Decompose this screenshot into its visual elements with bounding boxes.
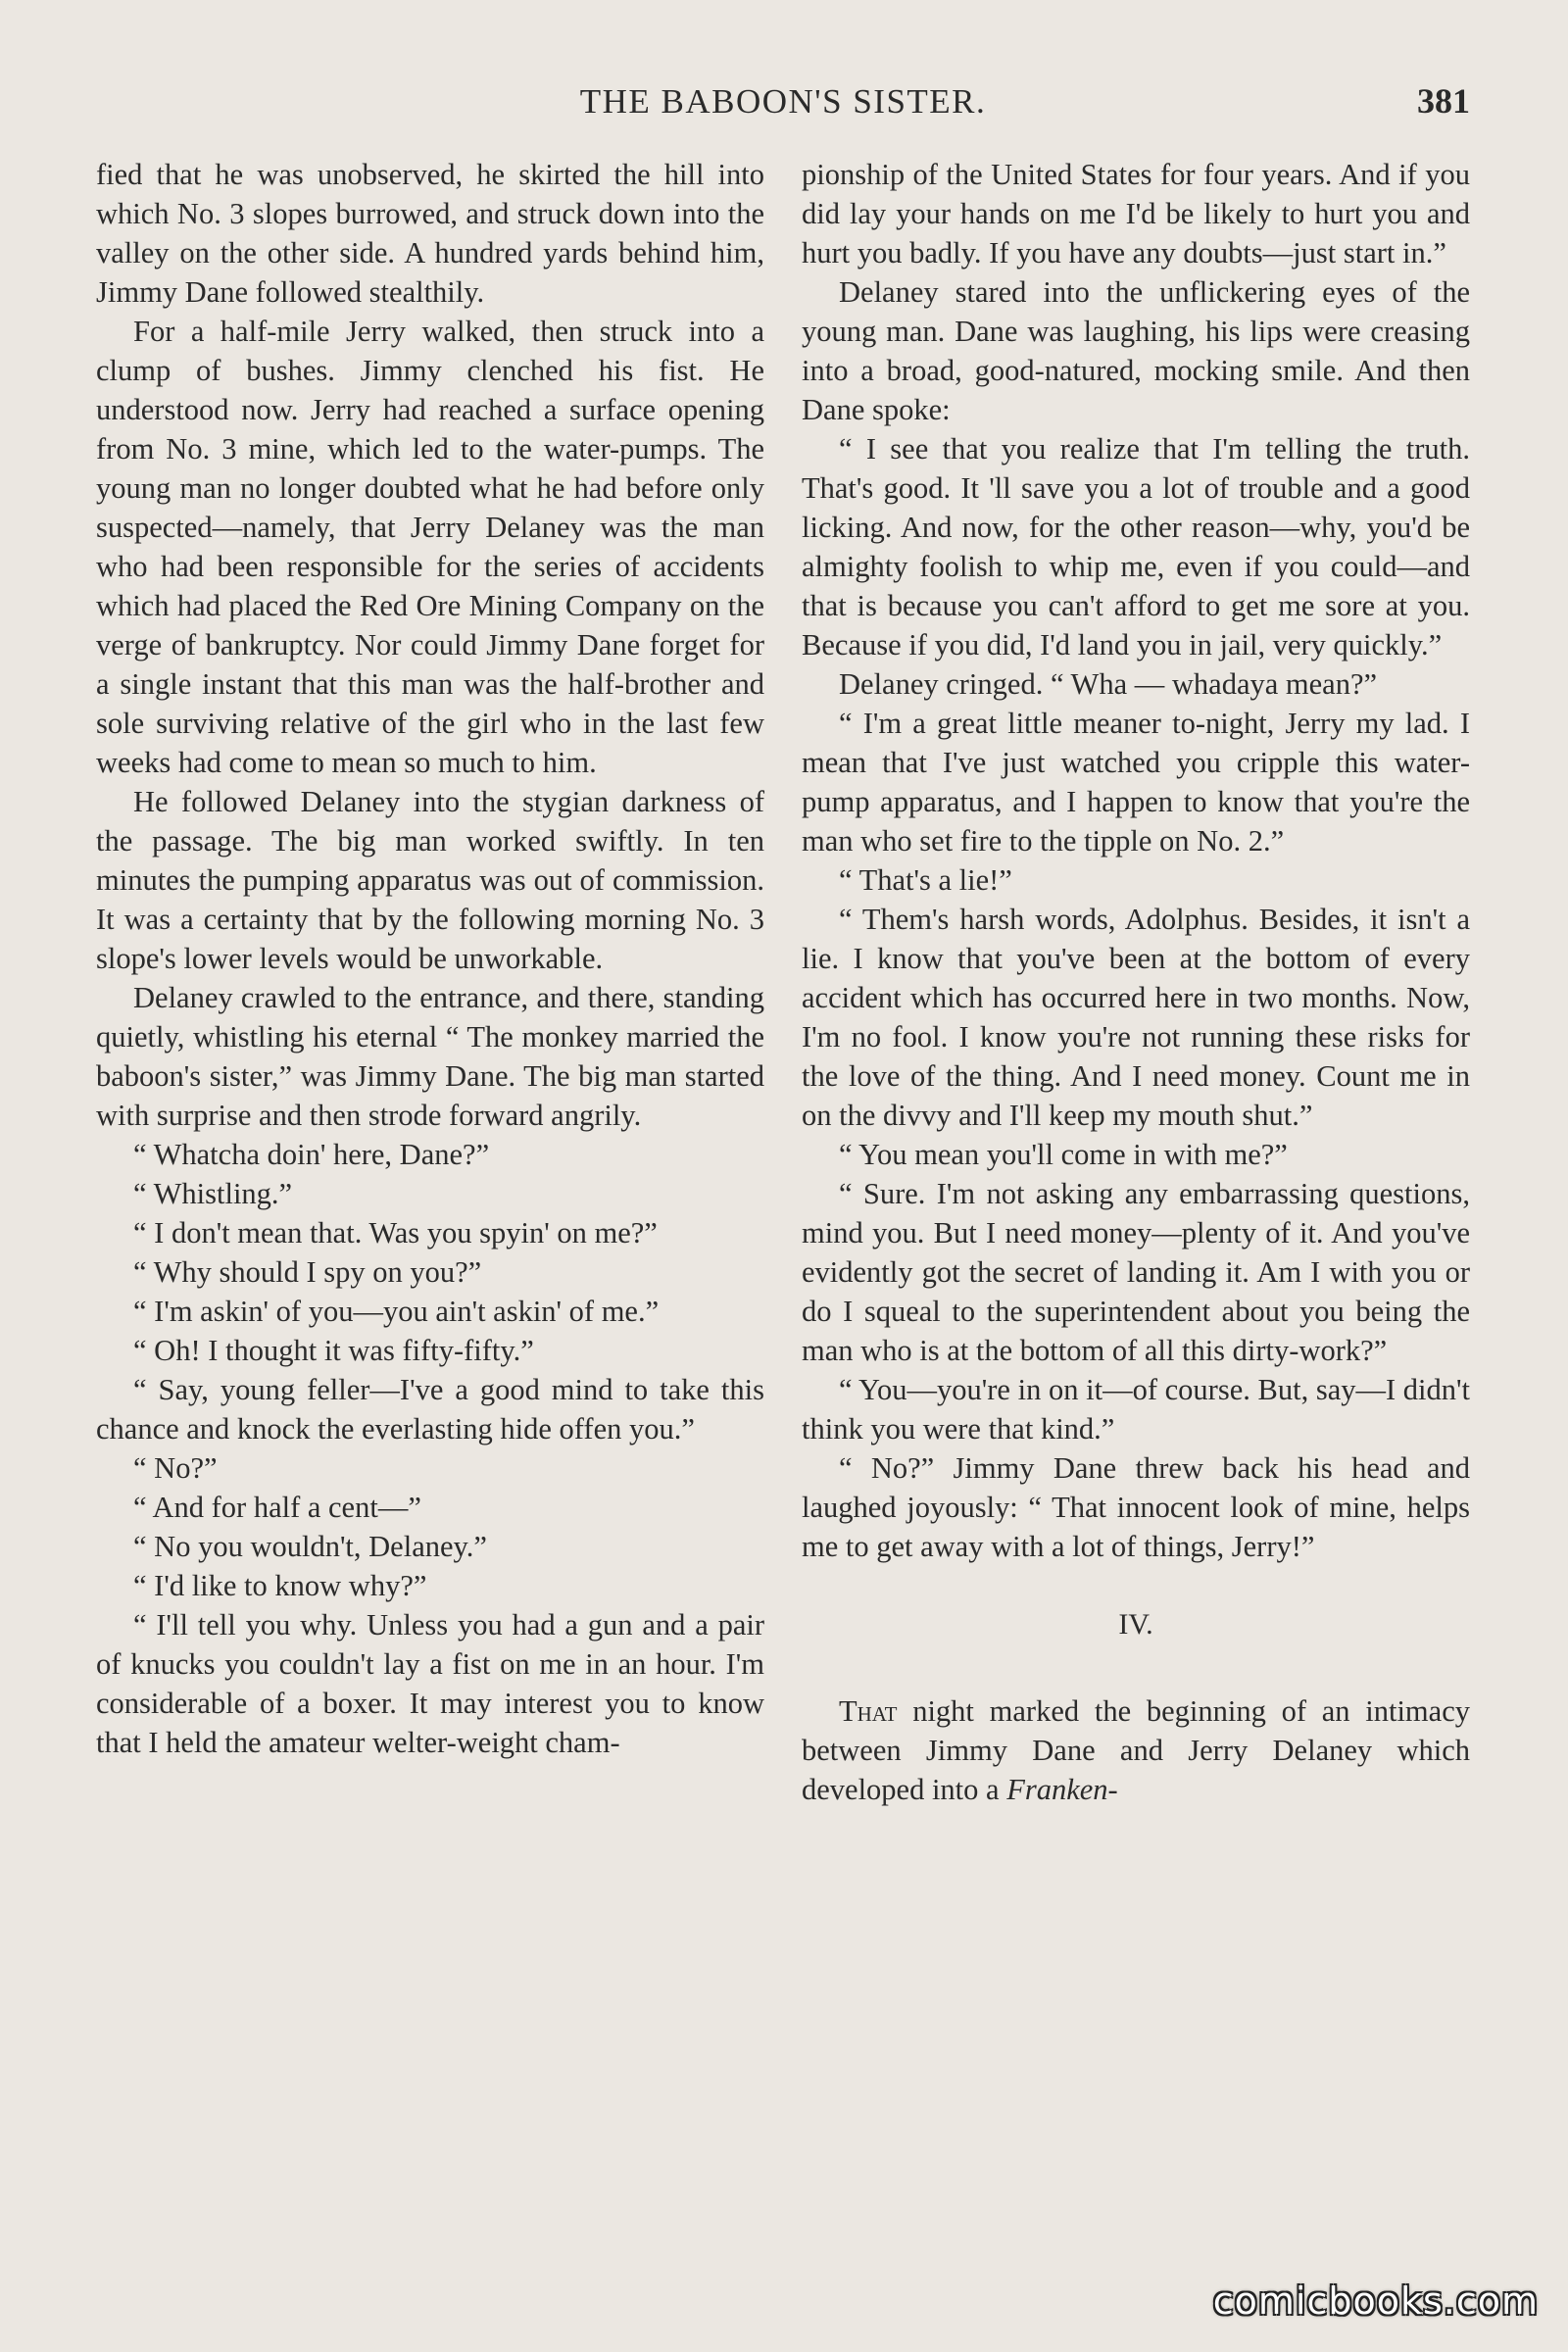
paragraph: For a half-mile Jerry walked, then struck into a clump of bushes. Jimmy clenched his fist. He understood now. Jerry had reached a surface opening from No. 3 mine, which led to the water-pumps. The young man no longer doubted what he had before only suspected—namely, that Jerry Delaney was the man who had been responsible for the series of accidents which had placed the Red Ore Mining Company on the verge of bankruptcy. Nor could Jimmy Dane forget for a single instant that this man was the half-brother and sole surviving relative of the girl who in the last few weeks had come to mean so much to him.: [96, 315, 764, 779]
left-column: [96, 155, 764, 1762]
paragraph: Delaney crawled to the entrance, and there, standing quietly, whistling his eternal “ The monkey married the baboon's sister,” was Jimmy Dane. The big man started with surprise and then strode forward angrily.: [96, 981, 764, 1132]
dialogue-line: “ That's a lie!”: [839, 863, 1012, 897]
dialogue-line: “ Whatcha doin' here, Dane?”: [133, 1138, 490, 1171]
dialogue-line: “ Why should I spy on you?”: [133, 1255, 482, 1289]
dialogue-line: “ I don't mean that. Was you spyin' on me?”: [133, 1216, 658, 1250]
right-column: [802, 155, 1470, 1809]
dialogue-line: “ Say, young feller—I've a good mind to take this chance and knock the everlasting hide offen you.”: [96, 1373, 764, 1446]
paragraph: fied that he was unobserved, he skirted the hill into which No. 3 slopes burrowed, and struck down into the valley on the other side. A hundred yards behind him, Jimmy Dane followed stealthily.: [96, 158, 764, 309]
running-title: THE BABOON'S SISTER.: [579, 82, 987, 121]
dialogue-line: “ I'm a great little meaner to-night, Jerry my lad. I mean that I've just watched you cripple this water-pump apparatus, and I happen to know that you're the man who set fire to the tipple on No. 2.”: [802, 707, 1470, 858]
italic-word: Franken-: [1006, 1773, 1118, 1806]
dialogue-line: “ I'm askin' of you—you ain't askin' of me.”: [133, 1295, 660, 1328]
dialogue-line: “ No?” Jimmy Dane threw back his head and laughed joyously: “ That innocent look of mine, helps me to get away with a lot of things, Jerry!”: [802, 1451, 1470, 1563]
dialogue-line: “ Oh! I thought it was fifty-fifty.”: [133, 1334, 534, 1367]
section-heading: IV.: [1118, 1608, 1153, 1641]
dialogue-line: “ No?”: [133, 1451, 218, 1485]
dialogue-line: “ You mean you'll come in with me?”: [839, 1138, 1288, 1171]
dialogue-line: “ I'd like to know why?”: [133, 1569, 427, 1602]
dialogue-line: “ I'll tell you why. Unless you had a gun and a pair of knucks you couldn't lay a fist on me in an hour. I'm considerable of a boxer. It may interest you to know that I held the amateur welter-weight cham-: [96, 1608, 764, 1759]
dialogue-line: “ You—you're in on it—of course. But, say—I didn't think you were that kind.”: [802, 1373, 1470, 1446]
page-header: [96, 76, 1470, 135]
paragraph: Delaney stared into the unflickering eyes of the young man. Dane was laughing, his lips were creasing into a broad, good-natured, mocking smile. And then Dane spoke:: [802, 275, 1470, 426]
dialogue-line: “ And for half a cent—”: [133, 1491, 421, 1524]
section-opening-paragraph: [802, 1691, 1470, 1809]
watermark-logo: comicbooks.com: [1212, 2279, 1539, 2323]
page-number: 381: [1417, 81, 1470, 121]
paragraph: He followed Delaney into the stygian darkness of the passage. The big man worked swiftly. In ten minutes the pumping apparatus was out of commission. It was a certainty that by the following morning No. 3 slope's lower levels would be unworkable.: [96, 785, 764, 975]
dialogue-line: “ Sure. I'm not asking any embarrassing questions, mind you. But I need money—plenty of it. And you've evidently got the secret of landing it. Am I with you or do I squeal to the superintendent about you being the man who is at the bottom of all this dirty-work?”: [802, 1177, 1470, 1367]
dialogue-line: “ I see that you realize that I'm telling the truth. That's good. It 'll save you a lot of trouble and a good licking. And now, for the other reason—why, you'd be almighty foolish to whip me, even if you could—and that is because you can't afford to get me sore at you. Because if you did, I'd land you in jail, very quickly.”: [802, 432, 1470, 662]
paragraph: pionship of the United States for four years. And if you did lay your hands on me I'd be likely to hurt you and hurt you badly. If you have any doubts—just start in.”: [802, 158, 1470, 270]
dialogue-line: “ No you wouldn't, Delaney.”: [133, 1530, 487, 1563]
paragraph-text: night marked the beginning of an intimacy between Jimmy Dane and Jerry Delaney which developed into a: [802, 1694, 1470, 1806]
dialogue-line: “ Them's harsh words, Adolphus. Besides, it isn't a lie. I know that you've been at the bottom of every accident which has occurred here in two months. Now, I'm no fool. I know you're not running these risks for the love of the thing. And I need money. Count me in on the divvy and I'll keep my mouth shut.”: [802, 903, 1470, 1132]
paragraph: Delaney cringed. “ Wha — whadaya mean?”: [839, 667, 1378, 701]
lead-in-word: That: [839, 1694, 898, 1728]
dialogue-line: “ Whistling.”: [133, 1177, 293, 1210]
